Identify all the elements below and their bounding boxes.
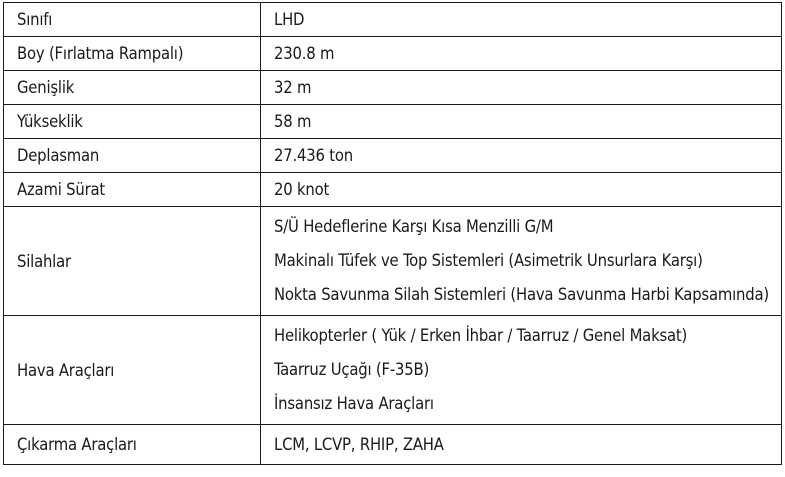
row-label: Sınıfı: [4, 3, 261, 37]
row-value: İnsansız Hava Araçları: [274, 394, 434, 413]
specifications-table: [3, 2, 782, 465]
row-value: 20 knot: [261, 173, 782, 207]
table-row-length: [4, 37, 782, 71]
row-label: Boy (Fırlatma Rampalı): [4, 37, 261, 71]
row-label: Genişlik: [4, 71, 261, 105]
table-row-max-speed: [4, 173, 782, 207]
row-value: Helikopterler ( Yük / Erken İhbar / Taarruz / Genel Maksat): [274, 326, 688, 345]
row-value: 27.436 ton: [261, 139, 782, 173]
row-value: S/Ü Hedeflerine Karşı Kısa Menzilli G/M: [274, 217, 554, 236]
table-row-class: [4, 3, 782, 37]
table-row-width: [4, 71, 782, 105]
row-label: Silahlar: [4, 207, 261, 316]
table-row-height: [4, 105, 782, 139]
row-values: [261, 316, 782, 425]
row-value: 230.8 m: [261, 37, 782, 71]
row-value: Nokta Savunma Silah Sistemleri (Hava Savunma Harbi Kapsamında): [274, 285, 769, 304]
row-value: 58 m: [261, 105, 782, 139]
table-row-displacement: [4, 139, 782, 173]
table-row-aircraft: [4, 316, 782, 425]
row-label: Yükseklik: [4, 105, 261, 139]
row-values: [261, 207, 782, 316]
row-label: Azami Sürat: [4, 173, 261, 207]
row-label: Hava Araçları: [4, 316, 261, 425]
table-row-landing-craft: [4, 425, 782, 465]
row-value: LCM, LCVP, RHIP, ZAHA: [261, 425, 782, 465]
row-value: 32 m: [261, 71, 782, 105]
table-row-weapons: [4, 207, 782, 316]
row-value: Taarruz Uçağı (F-35B): [274, 360, 430, 379]
row-value: Makinalı Tüfek ve Top Sistemleri (Asimetrik Unsurlara Karşı): [274, 251, 703, 270]
row-value: LHD: [261, 3, 782, 37]
row-label: Deplasman: [4, 139, 261, 173]
row-label: Çıkarma Araçları: [4, 425, 261, 465]
